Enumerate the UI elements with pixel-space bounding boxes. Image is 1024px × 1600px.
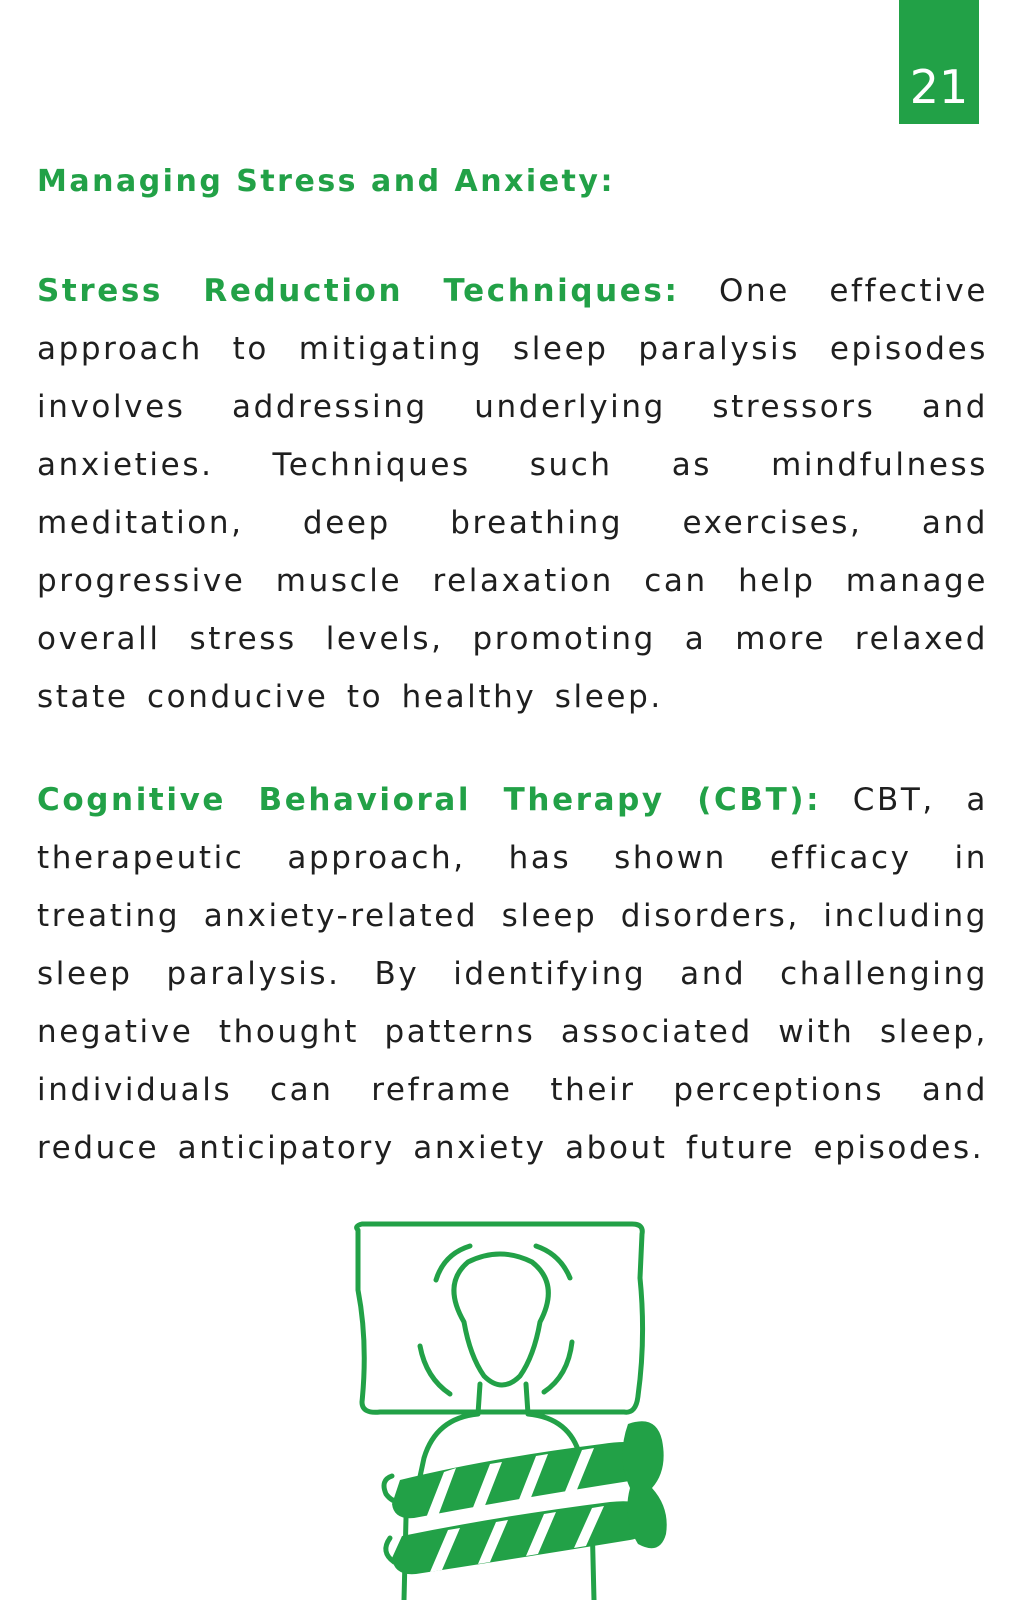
text-stress-reduction: One effective approach to mitigating sleep paralysis episodes involves addressing underlying stressors and anxieties. Techniques such as mindfulness meditation, deep breathing exercises, and progressive muscle relaxation can help manage overall stress levels, promoting a more relaxed state conducive to healthy sleep.	[37, 273, 988, 715]
motion-arc-right	[544, 1342, 572, 1392]
section-title: Managing Stress and Anxiety:	[37, 164, 615, 199]
page-number-tab	[899, 0, 979, 124]
person-in-bed-bound-illustration	[340, 1218, 680, 1600]
term-cbt: Cognitive Behavioral Therapy (CBT):	[37, 782, 822, 818]
term-stress-reduction: Stress Reduction Techniques:	[37, 273, 680, 309]
head-outline	[454, 1254, 548, 1385]
rope-bindings	[392, 1421, 667, 1574]
paragraph-stress-reduction	[37, 262, 988, 726]
text-cbt: CBT, a therapeutic approach, has shown efficacy in treating anxiety-related sleep disorders, including sleep paralysis. By identifying and challenging negative thought patterns associated with sleep, individuals can reframe their perceptions and reduce anticipatory anxiety about future episodes.	[37, 782, 988, 1166]
paragraph-cbt	[37, 771, 988, 1177]
motion-arc-left	[420, 1346, 450, 1394]
page-number: 21	[909, 60, 969, 114]
